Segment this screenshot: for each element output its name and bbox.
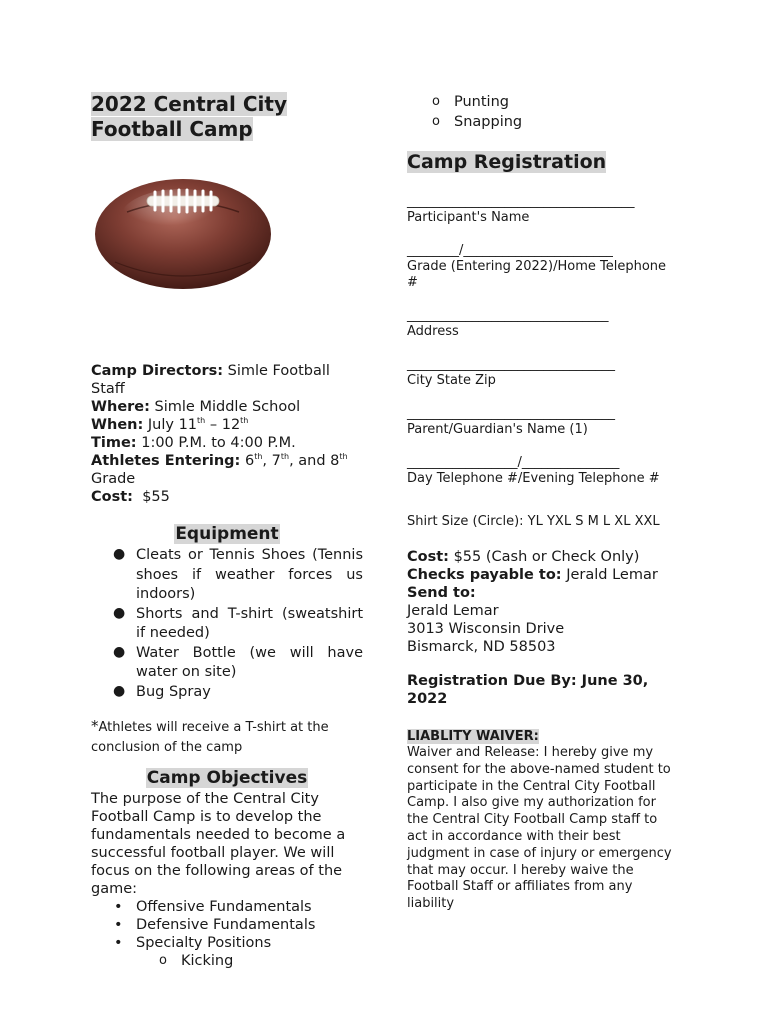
specialty-sublist-continued xyxy=(364,92,679,132)
bullet-icon: ● xyxy=(113,546,126,562)
payment-info: Cost: $55 (Cash or Check Only) Checks payable to: Jerald Lemar Send to: Jerald Lemar 3013 Wisconsin Drive Bismarck, ND 58503 xyxy=(407,549,658,655)
equipment-heading: Equipment xyxy=(175,524,279,544)
list-item: ● Cleats or Tennis Shoes (Tennis shoes if weather forces us indoors) xyxy=(113,546,363,602)
bullet-icon: • xyxy=(114,899,123,915)
objectives-list xyxy=(91,898,363,952)
cost-row: Cost: $55 xyxy=(91,489,170,505)
when-row: When: July 11th – 12th xyxy=(91,416,249,433)
list-item: o Snapping xyxy=(432,114,523,130)
address-field[interactable]: _______________________________ Address xyxy=(407,308,609,339)
page-title: 2022 Central City Football Camp xyxy=(91,92,287,141)
city-state-zip-field[interactable]: ________________________________ City State Zip xyxy=(407,357,615,388)
bullet-icon: • xyxy=(114,935,123,951)
bullet-icon: • xyxy=(114,917,123,933)
camp-info xyxy=(91,362,363,506)
waiver-text: Waiver and Release: I hereby give my consent for the above-named student to participate in the Central City Football Camp. I also give my authorization for the Central City Football Camp staff to act in accordance with their best judgment in case of injury or emergency that may occur. I hereby waive the Football Staff or affiliates from any liability xyxy=(407,745,672,912)
participant-name-field[interactable]: ___________________________________ Participant's Name xyxy=(407,194,635,225)
bullet-icon: ● xyxy=(113,682,126,699)
list-item: ● Bug Spray xyxy=(113,682,211,700)
football-icon xyxy=(93,172,273,292)
right-column xyxy=(407,92,679,913)
registration-due: Registration Due By: June 30, 2022 xyxy=(407,673,649,707)
left-column xyxy=(91,92,363,970)
list-item: • Specialty Positions xyxy=(114,935,272,951)
bullet-icon: ● xyxy=(113,643,126,660)
athletes-row: Athletes Entering: 6th, 7th, and 8th Grade xyxy=(91,452,348,487)
football-image xyxy=(93,172,273,292)
registration-heading: Camp Registration xyxy=(407,151,607,173)
grade-telephone-field[interactable]: ________/_______________________ Grade (Entering 2022)/Home Telephone # xyxy=(407,243,667,290)
parent-name-field[interactable]: ________________________________ Parent/Guardian's Name (1) xyxy=(407,406,615,437)
circle-bullet-icon: o xyxy=(432,114,440,129)
circle-bullet-icon: o xyxy=(159,953,167,968)
time-row: Time: 1:00 P.M. to 4:00 P.M. xyxy=(91,435,296,451)
objectives-text: The purpose of the Central City Football Camp is to develop the fundamentals needed to become a successful football player. We will focus on the following areas of the game: xyxy=(91,791,346,897)
bullet-icon: ● xyxy=(113,604,126,621)
equipment-list xyxy=(91,546,363,702)
list-item: • Defensive Fundamentals xyxy=(114,917,316,933)
where-row: Where: Simle Middle School xyxy=(91,399,301,415)
directors-row: Camp Directors: Simle Football Staff xyxy=(91,363,330,397)
shirt-size-field[interactable]: Shirt Size (Circle): YL YXL S M L XL XXL xyxy=(407,514,660,529)
list-item: o Kicking xyxy=(159,953,234,969)
list-item: ● Water Bottle (we will have water on site) xyxy=(113,643,363,680)
objectives-heading: Camp Objectives xyxy=(146,768,308,788)
specialty-sublist xyxy=(91,952,363,970)
tshirt-note: *Athletes will receive a T-shirt at the conclusion of the camp xyxy=(91,717,329,755)
waiver-heading: LIABLITY WAIVER: xyxy=(407,729,539,744)
circle-bullet-icon: o xyxy=(432,94,440,109)
day-evening-telephone-field[interactable]: _________________/_______________ Day Telephone #/Evening Telephone # xyxy=(407,455,660,486)
list-item: • Offensive Fundamentals xyxy=(114,899,312,915)
list-item: o Punting xyxy=(432,94,509,110)
list-item: ● Shorts and T-shirt (sweatshirt if needed) xyxy=(113,604,363,641)
